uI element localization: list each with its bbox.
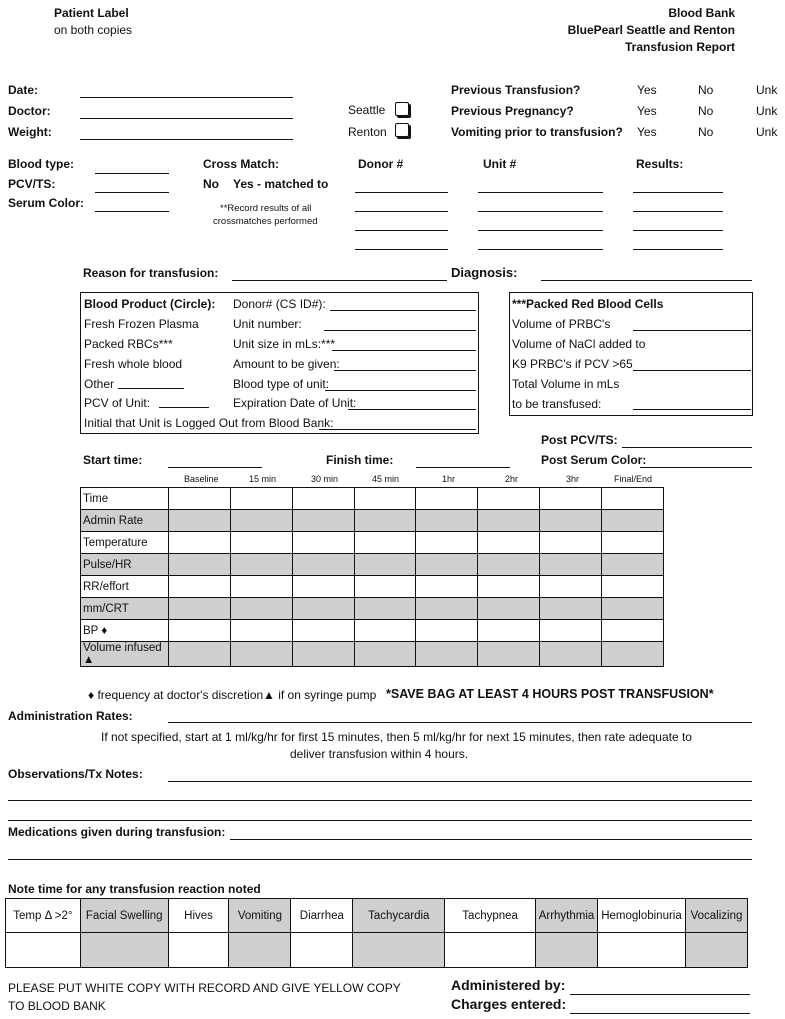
- option-no[interactable]: No: [698, 104, 714, 118]
- diagnosis-label: Diagnosis:: [451, 265, 518, 280]
- reaction-hives-header: Hives: [168, 899, 229, 933]
- observations-field[interactable]: [8, 820, 752, 821]
- admin-rates-label: Administration Rates:: [8, 709, 133, 723]
- nacl-field[interactable]: [633, 370, 751, 371]
- reaction-cell[interactable]: [685, 933, 747, 968]
- expiration-label: Expiration Date of Unit:: [233, 396, 357, 410]
- donor-id-label: Donor# (CS ID#):: [233, 297, 326, 311]
- option-no[interactable]: No: [698, 83, 714, 97]
- reaction-hemoglobinuria-header: Hemoglobinuria: [598, 899, 686, 933]
- doctor-label: Doctor:: [8, 104, 51, 118]
- col-3hr: 3hr: [566, 474, 580, 484]
- table-row: [6, 933, 748, 968]
- serum-color-label: Serum Color:: [8, 196, 85, 210]
- row-label: Admin Rate: [81, 510, 169, 532]
- reaction-vocalizing-header: Vocalizing: [685, 899, 747, 933]
- donor-field[interactable]: [355, 211, 448, 212]
- table-row: [81, 554, 664, 576]
- observations-field[interactable]: [168, 781, 752, 782]
- post-pcv-label: Post PCV/TS:: [541, 433, 618, 447]
- legend-drop: ▲ if on syringe pump: [263, 688, 377, 702]
- product-other-field[interactable]: [118, 388, 184, 389]
- doctor-field[interactable]: [80, 118, 293, 119]
- unit-size-label: Unit size in mLs:***: [233, 337, 336, 351]
- blood-product-title: Blood Product (Circle):: [84, 297, 216, 311]
- location-renton-label: Renton: [348, 125, 387, 139]
- unit-field[interactable]: [478, 249, 603, 250]
- reaction-cell[interactable]: [291, 933, 353, 968]
- results-field[interactable]: [633, 192, 723, 193]
- results-header: Results:: [636, 157, 684, 171]
- product-other[interactable]: Other: [84, 377, 115, 391]
- unit-blood-type-field[interactable]: [325, 390, 476, 391]
- to-be-transfused-label: to be transfused:: [512, 397, 602, 411]
- admin-rates-text-2: deliver transfusion within 4 hours.: [290, 747, 469, 761]
- diagnosis-field[interactable]: [541, 280, 752, 281]
- amount-field[interactable]: [334, 370, 476, 371]
- col-baseline: Baseline: [184, 474, 219, 484]
- k9-pcv-label: K9 PRBC's if PCV >65: [512, 357, 633, 371]
- reaction-tachypnea-header: Tachypnea: [445, 899, 536, 933]
- legend-diamond: ♦ frequency at doctor's discretion: [88, 688, 264, 702]
- patient-label-sub: on both copies: [54, 23, 133, 37]
- reaction-cell[interactable]: [445, 933, 536, 968]
- reaction-temp-header: Temp Δ >2°: [6, 899, 81, 933]
- report-title: Transfusion Report: [624, 40, 735, 54]
- blood-type-field[interactable]: [95, 173, 169, 174]
- option-unk[interactable]: Unk: [756, 104, 778, 118]
- row-label: BP ♦: [81, 620, 169, 642]
- option-yes[interactable]: Yes: [637, 83, 657, 97]
- option-yes[interactable]: Yes: [637, 125, 657, 139]
- table-row: [81, 510, 664, 532]
- option-unk[interactable]: Unk: [756, 83, 778, 97]
- row-label: RR/effort: [81, 576, 169, 598]
- results-field[interactable]: [633, 211, 723, 212]
- vitals-table: [80, 487, 664, 667]
- medications-label: Medications given during transfusion:: [8, 825, 226, 839]
- donor-field[interactable]: [355, 230, 448, 231]
- weight-label: Weight:: [8, 125, 52, 139]
- reaction-arrhythmia-header: Arrhythmia: [536, 899, 598, 933]
- option-unk[interactable]: Unk: [756, 125, 778, 139]
- nacl-label: Volume of NaCl added to: [512, 337, 646, 351]
- reaction-tachycardia-header: Tachycardia: [353, 899, 445, 933]
- save-bag-notice: *SAVE BAG AT LEAST 4 HOURS POST TRANSFUSION*: [386, 687, 714, 701]
- vomiting-label: Vomiting prior to transfusion?: [451, 125, 623, 139]
- row-label: Volume infused ▲: [81, 642, 169, 667]
- product-ffp[interactable]: Fresh Frozen Plasma: [84, 317, 199, 331]
- unit-header: Unit #: [483, 157, 517, 171]
- reason-field[interactable]: [232, 280, 447, 281]
- reason-label: Reason for transfusion:: [83, 266, 219, 280]
- results-field[interactable]: [633, 230, 723, 231]
- previous-transfusion-label: Previous Transfusion?: [451, 83, 581, 97]
- col-30min: 30 min: [311, 474, 339, 484]
- observations-field[interactable]: [8, 800, 752, 801]
- reaction-cell[interactable]: [6, 933, 81, 968]
- footer-instruction-2: TO BLOOD BANK: [8, 999, 106, 1013]
- prbc-volume-field[interactable]: [633, 330, 751, 331]
- location-seattle-label: Seattle: [348, 103, 386, 117]
- option-no[interactable]: No: [698, 125, 714, 139]
- row-label: mm/CRT: [81, 598, 169, 620]
- col-2hr: 2hr: [505, 474, 519, 484]
- pcv-ts-label: PCV/TS:: [8, 177, 56, 191]
- col-1hr: 1hr: [442, 474, 456, 484]
- reaction-cell[interactable]: [536, 933, 598, 968]
- dept-title: Blood Bank: [668, 6, 735, 20]
- table-row: [81, 620, 664, 642]
- option-yes[interactable]: Yes: [637, 104, 657, 118]
- administered-by-field[interactable]: [570, 994, 750, 995]
- reaction-cell[interactable]: [229, 933, 291, 968]
- col-final: Final/End: [614, 474, 653, 484]
- pcv-ts-field[interactable]: [95, 192, 169, 193]
- table-row: [81, 488, 664, 510]
- results-field[interactable]: [633, 249, 723, 250]
- post-serum-label: Post Serum Color:: [541, 453, 647, 467]
- reaction-vomiting-header: Vomiting: [229, 899, 291, 933]
- finish-time-label: Finish time:: [326, 453, 394, 467]
- medications-field[interactable]: [230, 839, 752, 840]
- crossmatch-note-1: **Record results of all: [220, 203, 312, 214]
- table-row: [81, 642, 664, 667]
- unit-field[interactable]: [478, 211, 603, 212]
- col-45min: 45 min: [372, 474, 400, 484]
- total-volume-field[interactable]: [633, 409, 751, 410]
- unit-number-label: Unit number:: [233, 317, 302, 331]
- total-volume-label: Total Volume in mLs: [512, 377, 620, 391]
- reaction-facial-swelling-header: Facial Swelling: [80, 899, 168, 933]
- reaction-title: Note time for any transfusion reaction noted: [8, 882, 261, 896]
- donor-header: Donor #: [358, 157, 404, 171]
- product-prbc[interactable]: Packed RBCs***: [84, 337, 173, 351]
- prbc-volume-label: Volume of PRBC's: [512, 317, 611, 331]
- weight-field[interactable]: [80, 139, 293, 140]
- reaction-cell[interactable]: [353, 933, 445, 968]
- date-label: Date:: [8, 83, 39, 97]
- donor-id-field[interactable]: [330, 310, 476, 311]
- unit-number-field[interactable]: [324, 330, 476, 331]
- reaction-cell[interactable]: [80, 933, 168, 968]
- expiration-field[interactable]: [348, 409, 476, 410]
- donor-field[interactable]: [355, 249, 448, 250]
- location-seattle-checkbox[interactable]: [395, 102, 409, 116]
- row-label: Pulse/HR: [81, 554, 169, 576]
- location-renton-checkbox[interactable]: [395, 123, 409, 137]
- product-whole-blood[interactable]: Fresh whole blood: [84, 357, 183, 371]
- date-field[interactable]: [80, 97, 293, 98]
- admin-rates-field[interactable]: [168, 722, 752, 723]
- pcv-of-unit-label: PCV of Unit:: [84, 396, 151, 410]
- post-pcv-field[interactable]: [622, 447, 752, 448]
- col-15min: 15 min: [249, 474, 277, 484]
- start-time-field[interactable]: [168, 467, 262, 468]
- charges-entered-label: Charges entered:: [451, 996, 567, 1012]
- unit-field[interactable]: [478, 192, 603, 193]
- unit-blood-type-label: Blood type of unit:: [233, 377, 330, 391]
- footer-instruction-1: PLEASE PUT WHITE COPY WITH RECORD AND GIVE YELLOW COPY: [8, 981, 401, 995]
- reaction-table: [5, 898, 748, 968]
- post-serum-field[interactable]: [640, 467, 752, 468]
- table-row: [81, 598, 664, 620]
- reaction-cell[interactable]: [598, 933, 686, 968]
- previous-pregnancy-label: Previous Pregnancy?: [451, 104, 574, 118]
- pcv-of-unit-field[interactable]: [159, 407, 209, 408]
- reaction-cell[interactable]: [168, 933, 229, 968]
- reaction-diarrhea-header: Diarrhea: [291, 899, 353, 933]
- charges-entered-field[interactable]: [570, 1013, 750, 1014]
- row-label: Temperature: [81, 532, 169, 554]
- administered-by-label: Administered by:: [451, 977, 566, 993]
- start-time-label: Start time:: [83, 453, 143, 467]
- unit-field[interactable]: [478, 230, 603, 231]
- admin-rates-text-1: If not specified, start at 1 ml/kg/hr for first 15 minutes, then 5 ml/kg/hr for next 15 minutes, then rate adequate to: [101, 730, 692, 744]
- initial-logged-label: Initial that Unit is Logged Out from Blood Bank:: [84, 416, 334, 430]
- donor-field[interactable]: [355, 192, 448, 193]
- serum-color-field[interactable]: [95, 211, 169, 212]
- clinic-name: BluePearl Seattle and Renton: [567, 23, 735, 37]
- amount-label: Amount to be given:: [233, 357, 340, 371]
- unit-size-field[interactable]: [332, 350, 476, 351]
- table-row: [81, 532, 664, 554]
- patient-label: Patient Label: [54, 6, 129, 20]
- medications-field[interactable]: [8, 859, 752, 860]
- finish-time-field[interactable]: [416, 467, 510, 468]
- cross-match-no[interactable]: No: [203, 177, 219, 191]
- initial-logged-field[interactable]: [319, 429, 476, 430]
- crossmatch-note-2: crossmatches performed: [213, 216, 318, 227]
- cross-match-yes[interactable]: Yes - matched to: [233, 177, 329, 191]
- row-label: Time: [81, 488, 169, 510]
- blood-type-label: Blood type:: [8, 157, 74, 171]
- prbc-title: ***Packed Red Blood Cells: [512, 297, 664, 311]
- cross-match-label: Cross Match:: [203, 157, 280, 171]
- observations-label: Observations/Tx Notes:: [8, 767, 143, 781]
- table-row: [81, 576, 664, 598]
